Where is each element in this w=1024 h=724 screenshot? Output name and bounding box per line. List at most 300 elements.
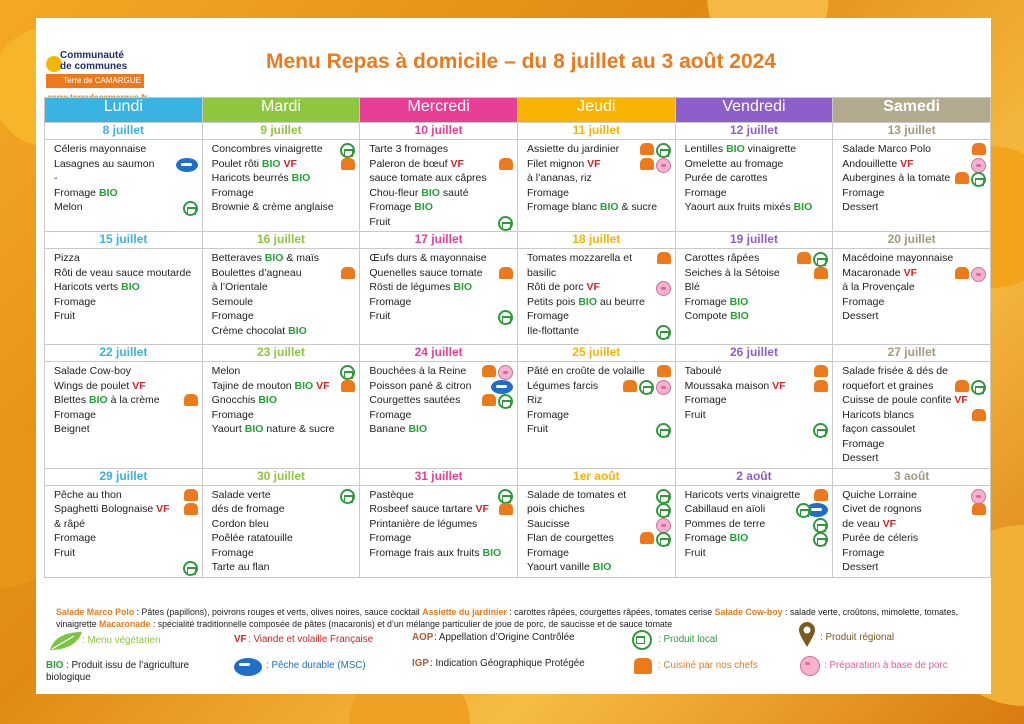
menu-item (685, 142, 829, 157)
bio-label: BIO (421, 186, 440, 199)
item-text: Cabillaud en aïoli (684, 503, 766, 515)
legend-bio-key: BIO (46, 660, 64, 671)
item-text: Haricots beurrés (211, 172, 292, 184)
item-text: Pommes de terre (684, 517, 766, 530)
menu-cell-samedi (833, 485, 991, 577)
chef-hat-icon (657, 365, 671, 377)
bio-label: BIO (414, 201, 433, 213)
basket-icon (340, 365, 355, 380)
basket-icon (656, 423, 671, 438)
menu-item (842, 502, 986, 517)
item-text: Fromage (526, 546, 569, 559)
menu-cell-samedi (833, 140, 991, 232)
menu-cell-lundi (45, 140, 203, 232)
menu-item (842, 295, 986, 310)
chef-hat-icon (814, 489, 828, 501)
item-text: Fromage (684, 186, 727, 199)
menu-item (54, 502, 198, 517)
item-text: Fruit (54, 310, 75, 322)
chef-hat-icon (955, 380, 969, 392)
menu-item (527, 560, 671, 575)
chef-hat-icon (184, 489, 198, 501)
pig-icon (656, 380, 671, 395)
item-text: Fromage (842, 186, 885, 199)
menu-item (842, 488, 986, 503)
vf-label: VF (900, 157, 914, 170)
date-mercredi: 31 juillet (360, 468, 518, 485)
item-text: Dessert (842, 452, 879, 464)
note-term: Macaronade (99, 619, 151, 629)
menu-item (369, 171, 513, 186)
chef-hat-icon (499, 158, 513, 170)
pig-icon (656, 518, 671, 533)
menu-item (842, 437, 986, 452)
item-text: Pastèque (369, 488, 414, 501)
item-text: pois chiches (526, 503, 585, 515)
legend-bio: : Produit issu de l’agriculture (66, 660, 190, 671)
item-text: Fromage (369, 408, 412, 421)
menu-cell-mercredi (360, 249, 518, 345)
menu-item (527, 266, 671, 281)
item-text: Tomates mozzarella et (526, 252, 633, 264)
chef-hat-icon (657, 252, 671, 264)
menu-item (369, 517, 513, 532)
pig-icon (800, 656, 820, 676)
date-mardi: 9 juillet (202, 123, 360, 140)
menu-item (212, 364, 356, 379)
chef-hat-icon (341, 380, 355, 392)
chef-hat-icon (972, 409, 986, 421)
menu-item (212, 157, 356, 172)
day-header-samedi: Samedi (833, 98, 991, 123)
bio-label: BIO (729, 532, 749, 544)
bio-label: BIO (261, 157, 281, 170)
date-samedi: 13 juillet (833, 123, 991, 140)
date-jeudi: 11 juillet (517, 123, 675, 140)
menu-item (685, 364, 829, 379)
date-row (45, 232, 991, 249)
menu-cell-vendredi (675, 485, 833, 577)
date-lundi: 15 juillet (45, 232, 203, 249)
bio-label: BIO (730, 310, 749, 322)
menu-cell-jeudi (517, 140, 675, 232)
menu-cell-mercredi (360, 362, 518, 469)
fish-icon (176, 158, 198, 172)
menu-item (212, 546, 356, 561)
menu-item (54, 142, 198, 157)
menu-item (685, 488, 829, 503)
menu-item (527, 200, 671, 215)
item-text: Fromage (842, 546, 885, 559)
menu-item (212, 531, 356, 546)
basket-icon (796, 503, 811, 518)
date-mardi: 16 juillet (202, 232, 360, 249)
vf-label: VF (475, 503, 489, 515)
menu-item (842, 364, 986, 379)
item-text: Purée de céleris (842, 532, 919, 544)
menu-item (842, 531, 986, 546)
basket-icon (656, 143, 671, 158)
item-text: nature & sucre (263, 423, 335, 435)
vf-label: VF (316, 379, 330, 392)
item-text: Melon (54, 201, 83, 213)
date-samedi: 3 août (833, 468, 991, 485)
item-text: Fromage (684, 295, 730, 308)
date-mercredi: 10 juillet (360, 123, 518, 140)
chef-hat-icon (184, 503, 198, 515)
fish-icon (491, 380, 513, 394)
menu-item (369, 408, 513, 423)
item-text: Rösti de légumes (369, 281, 454, 293)
item-text: Civet de rognons (842, 503, 922, 515)
legend-igp: : Indication Géographique Protégée (430, 658, 585, 669)
item-text: Fromage (842, 437, 885, 450)
menu-item (369, 142, 513, 157)
legend-aop: : Appellation d’Origine Contrôlée (434, 632, 575, 643)
date-vendredi: 26 juillet (675, 345, 833, 362)
legend-vf-key: VF (234, 634, 247, 645)
item-text: à la crème (107, 394, 160, 406)
item-text: Fromage (526, 310, 569, 322)
leaf-icon (48, 630, 84, 652)
date-samedi: 27 juillet (833, 345, 991, 362)
legend-porc: : Préparation à base de porc (824, 660, 948, 671)
chef-hat-icon (640, 158, 654, 170)
item-text: Yaourt aux fruits mixés (684, 201, 794, 213)
menu-item (685, 186, 829, 201)
item-text: Fromage (211, 186, 254, 199)
item-text: Cuisse de poule confite (842, 394, 955, 406)
menu-item (54, 531, 198, 546)
item-text: Andouillette (842, 157, 901, 170)
item-text: Rôti de porc (526, 281, 587, 293)
item-text: Petits pois (526, 295, 579, 308)
item-text: Fromage (369, 532, 412, 544)
chef-hat-icon (499, 267, 513, 279)
item-text: Compote (684, 310, 731, 322)
date-vendredi: 12 juillet (675, 123, 833, 140)
item-text: Haricots verts (54, 281, 122, 293)
menu-item (527, 546, 671, 561)
date-samedi: 20 juillet (833, 232, 991, 249)
bio-label: BIO (244, 423, 264, 435)
item-text: Fromage (211, 408, 254, 421)
item-text: & maïs (283, 252, 320, 264)
date-row (45, 468, 991, 485)
logo-line1: Communauté (60, 50, 124, 61)
item-text: Paleron de bœuf (369, 157, 451, 170)
menu-item (527, 309, 671, 324)
menu-item (842, 142, 986, 157)
item-text: Melon (211, 365, 241, 377)
menu-item (54, 422, 198, 437)
item-text: Taboulé (684, 365, 722, 377)
menu-cell-jeudi (517, 485, 675, 577)
menu-cell-vendredi (675, 249, 833, 345)
item-text: Bouchées à la Reine (369, 365, 467, 377)
item-text: Blettes (54, 394, 90, 406)
note-term: Salade Cow-boy (714, 607, 783, 617)
menu-item (842, 393, 986, 408)
basket-icon (340, 489, 355, 504)
bio-label: BIO (599, 201, 619, 213)
menu-item (527, 422, 671, 437)
logo-band: Terre de CAMARGUE (46, 74, 144, 88)
menu-item (842, 517, 986, 532)
bio-label: BIO (294, 379, 314, 392)
item-text: Salade Marco Polo (842, 143, 931, 155)
menu-cell-mardi (202, 140, 360, 232)
menu-item (212, 408, 356, 423)
menu-row (45, 362, 991, 469)
chef-hat-icon (184, 394, 198, 406)
chef-hat-icon (341, 158, 355, 170)
menu-cell-samedi (833, 249, 991, 345)
item-text: façon cassoulet (842, 423, 916, 435)
day-header-mardi: Mardi (202, 98, 360, 123)
item-text: Fromage blanc (526, 201, 600, 213)
item-text: & râpé (54, 517, 85, 530)
menu-item (54, 171, 198, 186)
pig-icon (656, 158, 671, 173)
chef-hat-icon (955, 172, 969, 184)
basket-icon (639, 380, 654, 395)
vf-label: VF (587, 157, 601, 170)
item-text: Dessert (842, 201, 879, 213)
chef-hat-icon (814, 380, 828, 392)
basket-icon (656, 325, 671, 340)
item-text: Betteraves (211, 252, 265, 264)
menu-sheet (36, 18, 991, 694)
chef-hat-icon (634, 658, 652, 674)
item-text: Pâté en croûte de volaille (526, 365, 645, 377)
basket-icon (340, 143, 355, 158)
menu-item (842, 251, 986, 266)
item-text: Fromage (211, 546, 254, 559)
menu-item (212, 309, 356, 324)
item-text: au beurre (597, 295, 645, 308)
legend-vf: : Viande et volaille Française (248, 634, 374, 645)
menu-item (527, 251, 671, 266)
item-text: Fromage (369, 201, 415, 213)
menu-item (685, 295, 829, 310)
item-text: Cordon bleu (211, 517, 269, 530)
logo-line2: de communes (60, 61, 128, 72)
item-text: Chou-fleur (369, 186, 422, 199)
menu-item (212, 324, 356, 339)
item-text: Poêlée ratatouille (211, 532, 293, 544)
bio-label: BIO (578, 295, 597, 308)
menu-cell-mardi (202, 249, 360, 345)
menu-item (685, 408, 829, 423)
date-vendredi: 19 juillet (675, 232, 833, 249)
item-text: Haricots verts vinaigrette (684, 488, 801, 501)
item-text: Lasagnes au saumon (54, 157, 155, 170)
menu-item (369, 157, 513, 172)
item-text: Tarte au flan (211, 561, 270, 573)
item-text: Riz (526, 394, 543, 406)
item-text: Printanière de légumes (369, 517, 478, 530)
item-text: Tarte 3 fromages (369, 143, 449, 155)
vf-label: VF (450, 157, 464, 170)
chef-hat-icon (482, 365, 496, 377)
item-text: Yaourt vanille (526, 561, 593, 573)
bio-label: BIO (453, 281, 473, 293)
item-text: Beignet (54, 423, 90, 435)
item-text: Yaourt (211, 423, 245, 435)
item-text: vinaigrette (744, 143, 797, 155)
bio-label: BIO (258, 394, 278, 406)
item-text: Fromage (526, 186, 569, 199)
menu-cell-lundi (45, 249, 203, 345)
basket-icon (632, 630, 652, 650)
menu-item (54, 546, 198, 561)
menu-item (54, 251, 198, 266)
menu-item (527, 295, 671, 310)
menu-item (527, 517, 671, 532)
vf-label: VF (772, 379, 786, 392)
menu-item (685, 546, 829, 561)
item-text: Haricots blancs (842, 408, 915, 421)
menu-item (842, 451, 986, 466)
bio-label: BIO (98, 186, 118, 199)
note-definition: : carottes râpées, courgettes râpées, tomates cerise (506, 607, 715, 617)
menu-row (45, 249, 991, 345)
menu-item (369, 280, 513, 295)
item-text: Wings de poulet (54, 379, 133, 392)
chef-hat-icon (972, 143, 986, 155)
menu-item (685, 309, 829, 324)
item-text: Concombres vinaigrette (211, 143, 323, 155)
menu-item (527, 324, 671, 339)
item-text: Fromage (54, 295, 97, 308)
menu-item (369, 266, 513, 281)
menu-item (685, 531, 829, 546)
menu-item (54, 379, 198, 394)
item-text: Fruit (526, 423, 548, 435)
item-text: Fromage (684, 394, 727, 406)
chef-hat-icon (640, 143, 654, 155)
date-lundi: 22 juillet (45, 345, 203, 362)
legend-regional: : Produit régional (820, 632, 895, 643)
item-text: Fromage (526, 408, 569, 421)
menu-item (54, 393, 198, 408)
item-text: de veau (842, 517, 883, 530)
menu-item (212, 280, 356, 295)
date-row (45, 345, 991, 362)
item-text: Moussaka maison (684, 379, 773, 392)
chef-hat-icon (955, 267, 969, 279)
menu-cell-mercredi (360, 140, 518, 232)
menu-item (527, 171, 671, 186)
date-row (45, 123, 991, 140)
basket-icon (183, 201, 198, 216)
note-term: Salade Marco Polo (56, 607, 135, 617)
item-text: Blé (684, 281, 700, 293)
menu-item (369, 200, 513, 215)
menu-item (212, 251, 356, 266)
basket-icon (498, 489, 513, 504)
item-text: Fromage frais aux fruits (369, 546, 483, 559)
menu-row (45, 485, 991, 577)
note-definition: : Pâtes (papillons), poivrons rouges et verts, olives noires, sauce cocktail (134, 607, 423, 617)
vf-label: VF (586, 281, 600, 293)
basket-icon (656, 532, 671, 547)
menu-item (54, 517, 198, 532)
item-text: Quenelles sauce tomate (369, 266, 483, 279)
date-mercredi: 24 juillet (360, 345, 518, 362)
menu-table (44, 97, 991, 578)
item-text: Rôti de veau sauce moutarde (54, 266, 192, 279)
fish-icon (234, 658, 262, 676)
basket-icon (498, 310, 513, 325)
chef-hat-icon (972, 503, 986, 515)
menu-item (842, 422, 986, 437)
item-text: Assiette du jardinier (526, 143, 620, 155)
item-text: Fruit (684, 546, 706, 559)
menu-item (212, 186, 356, 201)
menu-row (45, 140, 991, 232)
page-title: Menu Repas à domicile – du 8 juillet au 3 août 2024 (266, 50, 776, 73)
menu-item (685, 379, 829, 394)
menu-item (685, 393, 829, 408)
menu-item (369, 309, 513, 324)
menu-item (842, 546, 986, 561)
menu-cell-lundi (45, 485, 203, 577)
bio-label: BIO (264, 252, 284, 264)
menu-item (685, 157, 829, 172)
date-jeudi: 1er août (517, 468, 675, 485)
item-text: basilic (526, 266, 557, 279)
legend-chef: : Cuisiné par nos chefs (658, 660, 758, 671)
pig-icon (971, 267, 986, 282)
item-text: Crème chocolat (211, 324, 289, 337)
legend-aop-key: AOP (412, 632, 434, 643)
item-text: roquefort et graines (842, 379, 934, 392)
menu-item (212, 517, 356, 532)
legend-bio-line2: biologique (46, 672, 91, 683)
item-text: sauté (439, 186, 469, 199)
item-text: à l’ananas, riz (526, 172, 592, 184)
menu-cell-vendredi (675, 362, 833, 469)
menu-item (527, 280, 671, 295)
pig-icon (498, 365, 513, 380)
menu-item (54, 364, 198, 379)
menu-cell-mardi (202, 362, 360, 469)
item-text: Saucisse (526, 517, 570, 530)
menu-item (54, 488, 198, 503)
menu-cell-mercredi (360, 485, 518, 577)
legend-vege: : Menu végétarien (82, 635, 161, 646)
chef-hat-icon (482, 394, 496, 406)
item-text: Flan de courgettes (526, 532, 614, 544)
item-text: Quiche Lorraine (842, 488, 917, 501)
item-text: Salade Cow-boy (54, 365, 132, 377)
notes (56, 606, 986, 630)
item-text: Brownie & crème anglaise (211, 201, 334, 213)
menu-item (842, 157, 986, 172)
item-text: Légumes farcis (526, 379, 599, 392)
menu-item (369, 488, 513, 503)
chef-hat-icon (499, 503, 513, 515)
menu-item (369, 251, 513, 266)
menu-item (369, 531, 513, 546)
menu-item (527, 502, 671, 517)
menu-item (54, 280, 198, 295)
item-text: Fruit (684, 408, 706, 421)
legend-local: : Produit local (658, 634, 718, 645)
item-text: Omelette au fromage (684, 157, 784, 170)
